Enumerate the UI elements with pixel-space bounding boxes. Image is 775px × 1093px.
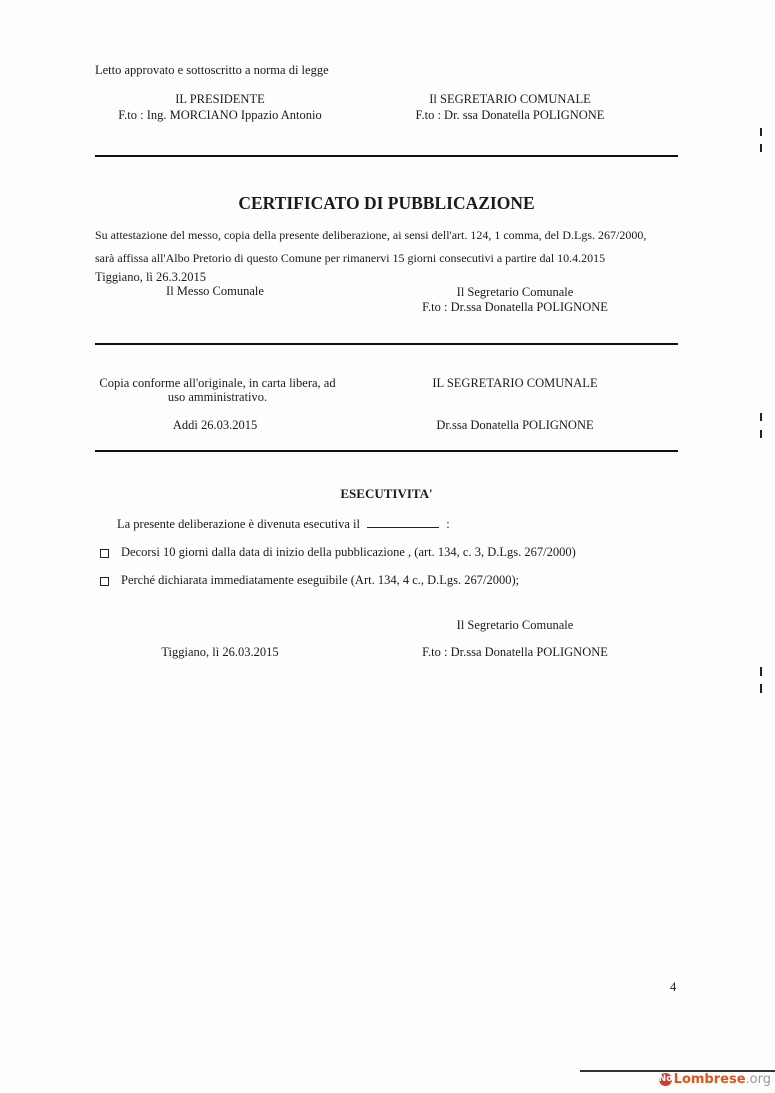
certificate-secretary-role: Il Segretario Comunale bbox=[456, 285, 574, 299]
watermark-name: Lombrese bbox=[673, 1072, 746, 1087]
page-number: 4 bbox=[670, 980, 677, 994]
president-title: IL PRESIDENTE bbox=[175, 92, 265, 106]
executivity-secretary-role: Il Segretario Comunale bbox=[456, 618, 574, 632]
scan-mark-4 bbox=[760, 430, 762, 438]
watermark-suffix: .org bbox=[745, 1072, 771, 1087]
executivity-intro-text: La presente deliberazione è divenuta esecutiva il bbox=[117, 517, 360, 531]
copy-conformity-line1: Copia conforme all'originale, in carta libera, ad bbox=[99, 376, 336, 390]
watermark-logo bbox=[659, 1072, 771, 1087]
option1-text: Decorsi 10 giorni dalla data di inizio della pubblicazione , (art. 134, c. 3, D.Lgs. 267/2000) bbox=[121, 545, 576, 559]
copy-conformity-line2: uso amministrativo. bbox=[167, 390, 268, 404]
scan-mark-1 bbox=[760, 128, 762, 136]
executivity-place-date: Tiggiano, lì 26.03.2015 bbox=[161, 645, 279, 659]
watermark-icon: No bbox=[658, 1074, 673, 1084]
divider-1 bbox=[95, 155, 678, 157]
executivity-date-blank bbox=[367, 517, 439, 528]
secretary-name: F.to : Dr. ssa Donatella POLIGNONE bbox=[415, 108, 605, 122]
certificate-text-line2: sarà affissa all'Albo Pretorio di questo Comune per rimanervi 15 giorni consecutivi a partire dal 10.4.2015 bbox=[95, 251, 606, 265]
secretary-title: Il SEGRETARIO COMUNALE bbox=[429, 92, 591, 106]
executivity-title: ESECUTIVITA' bbox=[340, 486, 433, 501]
executivity-secretary-name: F.to : Dr.ssa Donatella POLIGNONE bbox=[422, 645, 608, 659]
executivity-intro-colon: : bbox=[446, 517, 450, 531]
option1-checkbox[interactable] bbox=[100, 549, 109, 558]
messenger-role: Il Messo Comunale bbox=[166, 284, 264, 298]
president-name: F.to : Ing. MORCIANO Ippazio Antonio bbox=[118, 108, 322, 122]
divider-2 bbox=[95, 343, 678, 345]
executivity-intro bbox=[117, 517, 450, 532]
certificate-text-line1: Su attestazione del messo, copia della presente deliberazione, ai sensi dell'art. 124, 1 comma, del D.Lgs. 267/2000, bbox=[95, 228, 647, 242]
option2-checkbox[interactable] bbox=[100, 577, 109, 586]
scan-mark-6 bbox=[760, 684, 762, 693]
scan-mark-5 bbox=[760, 667, 762, 676]
scan-mark-2 bbox=[760, 144, 762, 152]
option2-text: Perché dichiarata immediatamente eseguibile (Art. 134, 4 c., D.Lgs. 267/2000); bbox=[121, 573, 520, 587]
certificate-place-date: Tiggiano, lì 26.3.2015 bbox=[95, 270, 207, 284]
certificate-title: CERTIFICATO DI PUBBLICAZIONE bbox=[238, 193, 535, 213]
copy-secretary-name: Dr.ssa Donatella POLIGNONE bbox=[436, 418, 594, 432]
certificate-secretary-name: F.to : Dr.ssa Donatella POLIGNONE bbox=[422, 300, 608, 314]
divider-3 bbox=[95, 450, 678, 452]
copy-date: Addì 26.03.2015 bbox=[172, 418, 258, 432]
copy-secretary-title: IL SEGRETARIO COMUNALE bbox=[432, 376, 598, 390]
scan-mark-3 bbox=[760, 413, 762, 421]
approval-note: Letto approvato e sottoscritto a norma di legge bbox=[95, 63, 329, 77]
